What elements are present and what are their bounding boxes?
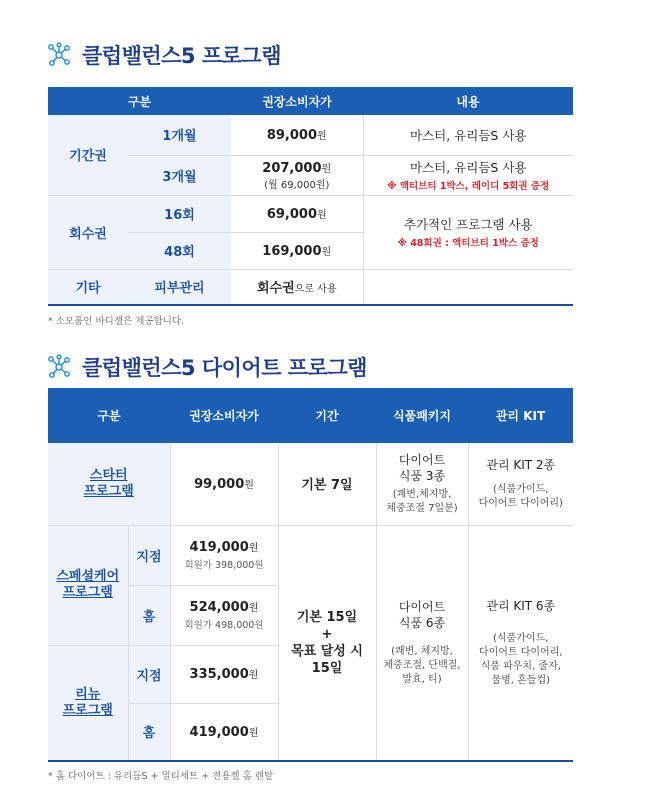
- starter-program-label: 스타터 프로그램: [48, 443, 170, 525]
- row-label: 16회: [128, 195, 231, 232]
- row-label: 피부관리: [128, 269, 231, 305]
- diet-program-table: [48, 388, 573, 762]
- table-row: [48, 443, 573, 525]
- header-kit: 관리 KIT: [468, 388, 573, 443]
- table-row: [48, 269, 573, 305]
- period-cell: 기본 7일: [278, 443, 376, 525]
- molecule-icon: [46, 42, 72, 68]
- section2-note: * 홈 다이어트 : 유리듬S + 멀티세트 + 전용젤 홈 렌탈: [48, 771, 274, 782]
- etc-label: 기타: [48, 269, 128, 305]
- header-content: 내용: [363, 87, 573, 115]
- row-label: 1개월: [128, 115, 231, 155]
- table-row: [48, 525, 573, 585]
- table-row: [48, 195, 573, 232]
- period-cell: 기본 15일 + 목표 달성 시 15일: [278, 525, 376, 761]
- count-pass-label: 회수권: [48, 195, 128, 269]
- section1-title: [46, 40, 281, 70]
- section1-note: * 소모품인 바디젤은 제공합니다.: [48, 316, 185, 327]
- content-cell: 추가적인 프로그램 사용 ※ 48회권 : 액티브티 1박스 증정: [363, 195, 573, 269]
- price-cell: 회수권으로 사용: [231, 269, 363, 305]
- content-cell: 마스터, 유리듬S 사용: [363, 115, 573, 155]
- header-period: 기간: [278, 388, 376, 443]
- price-cell: 419,000원: [170, 703, 278, 761]
- section1-title-text: 클럽밸런스5 프로그램: [82, 44, 281, 68]
- header-category: 구분: [48, 87, 231, 115]
- food-package-cell: 다이어트 식품 6종 (쾌변, 체지방, 체중조절, 단백질, 발효, 티): [376, 525, 468, 761]
- table-header-row: [48, 388, 573, 443]
- price-cell: 169,000원: [231, 232, 363, 269]
- kit-cell: 관리 KIT 2종 (식품가이드, 다이어트 다이어리): [468, 443, 573, 525]
- row-label: 48회: [128, 232, 231, 269]
- header-food-package: 식품패키지: [376, 388, 468, 443]
- food-package-cell: 다이어트 식품 3종 (쾌변,체지방, 체중조절 7일분): [376, 443, 468, 525]
- row-label: 지점: [128, 525, 170, 585]
- price-cell: 524,000원 회원가 498,000원: [170, 585, 278, 645]
- header-category: 구분: [48, 388, 170, 443]
- molecule-icon: [46, 354, 72, 380]
- row-label: 홈: [128, 703, 170, 761]
- header-price: 권장소비자가: [170, 388, 278, 443]
- price-cell: 207,000원 (월 69,000원): [231, 155, 363, 195]
- table-header-row: [48, 87, 573, 115]
- header-price: 권장소비자가: [231, 87, 363, 115]
- special-care-program-label: 스페셜케어 프로그램: [48, 525, 128, 645]
- section2-title-text: 클럽밸런스5 다이어트 프로그램: [82, 356, 367, 380]
- table-row: [48, 115, 573, 155]
- period-pass-label: 기간권: [48, 115, 128, 195]
- price-cell: 419,000원 회원가 398,000원: [170, 525, 278, 585]
- section2-title: [46, 352, 367, 382]
- price-cell: 69,000원: [231, 195, 363, 232]
- row-label: 홈: [128, 585, 170, 645]
- row-label: 3개월: [128, 155, 231, 195]
- content-cell: [363, 269, 573, 305]
- row-label: 지점: [128, 645, 170, 703]
- kit-cell: 관리 KIT 6종 (식품가이드, 다이어트 다이어리, 식품 파우치, 줄자, 물병, 흔들컵): [468, 525, 573, 761]
- price-cell: 89,000원: [231, 115, 363, 155]
- content-cell: 마스터, 유리듬S 사용 ※ 액티브티 1박스, 레이디 5회권 증정: [363, 155, 573, 195]
- club-balance-program-table: [48, 87, 573, 306]
- price-cell: 335,000원: [170, 645, 278, 703]
- renew-program-label: 리뉴 프로그램: [48, 645, 128, 761]
- price-cell: 99,000원: [170, 443, 278, 525]
